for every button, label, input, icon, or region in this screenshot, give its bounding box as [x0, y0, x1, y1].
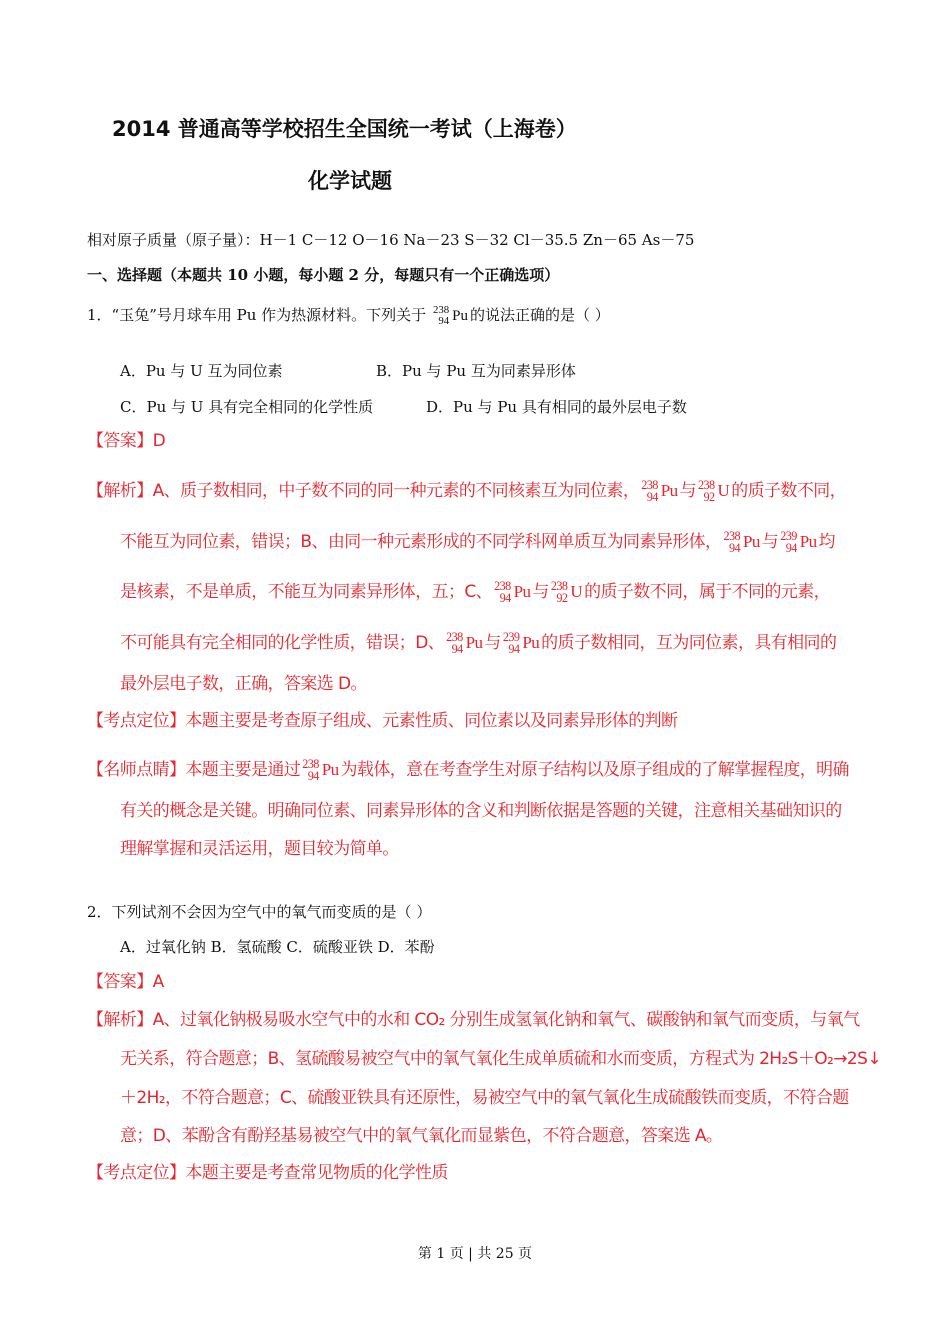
atomic-number: 94 [728, 541, 741, 556]
analysis-2-line [120, 1090, 849, 1107]
text-segment: A．过氧化钠 B．氢硫酸 C．硫酸亚铁 D．苯酚 [120, 938, 435, 956]
text-segment: 1．“玉兔”号月球车用 Pu 作为热源材料。下列关于 [87, 305, 431, 324]
mass-number: 238 [641, 478, 658, 492]
text-segment: 为载体，意在考查学生对原子结构以及原子组成的了解掌握程度，明确 [340, 760, 849, 781]
nuclide-notation [551, 580, 568, 604]
atomic-number: 94 [307, 769, 319, 784]
teacher-comment-1 [87, 758, 849, 782]
teacher-comment-1-line [120, 841, 399, 858]
text-segment: 与 [761, 532, 779, 553]
atomic-number: 94 [451, 642, 463, 657]
text-segment: 化学试题 [308, 169, 392, 193]
text-segment: 与 [532, 582, 549, 603]
question-2 [87, 905, 431, 920]
text-segment: 【考点定位】本题主要是考查原子组成、元素性质、同位素以及同素异形体的判断 [87, 711, 678, 731]
text-segment: 【答案】A [87, 972, 164, 992]
text-segment: 有关的概念是关键。明确同位素、同素异形体的含义和判断依据是答题的关键，注意相关基础知识的 [120, 801, 842, 821]
nuclide-notation [446, 631, 463, 655]
text-segment: C．Pu 与 U 具有完全相同的化学性质 [120, 398, 374, 416]
option-d [426, 400, 687, 415]
mass-number: 238 [494, 579, 511, 593]
element-symbol: Pu [321, 760, 339, 780]
element-symbol: Pu [452, 307, 468, 324]
text-segment: 无关系，符合题意；B、氢硫酸易被空气中的氧气氧化生成单质硫和水而变质，方程式为 2H₂S＋O₂→2S↓ [120, 1049, 881, 1069]
text-segment: 理解掌握和灵活运用，题目较为简单。 [120, 839, 399, 859]
text-segment: 均 [818, 532, 835, 553]
atomic-mass-note [87, 233, 694, 248]
element-symbol: Pu [799, 532, 817, 552]
text-segment: 不能互为同位素，错误；B、由同一种元素形成的不同学科网单质互为同素异形体， [120, 532, 722, 553]
nuclide-notation [302, 758, 319, 782]
element-symbol: Pu [660, 481, 678, 501]
nuclide-notation [780, 530, 797, 554]
analysis-1-line [120, 676, 367, 693]
text-segment: 与 [679, 481, 696, 502]
element-symbol: Pu [743, 532, 760, 552]
text-segment: 2014 普通高等学校招生全国统一考试（上海卷） [112, 117, 577, 141]
answer-1 [87, 433, 165, 450]
nuclide-notation [503, 631, 520, 655]
element-symbol: U [570, 582, 583, 602]
text-segment: 【解析】A、质子数相同，中子数不同的同一种元素的不同核素互为同位素， [87, 481, 640, 502]
key-point-1 [87, 713, 677, 730]
analysis-2-line [120, 1051, 881, 1068]
text-segment: 是核素，不是单质，不能互为同素异形体，五；C、 [120, 582, 493, 603]
atomic-number: 94 [508, 642, 520, 657]
section-heading [87, 268, 559, 283]
analysis-1-line [120, 580, 830, 604]
element-symbol: Pu [522, 633, 540, 653]
question-2-options [120, 940, 435, 955]
analysis-2-line [120, 1128, 722, 1145]
key-point-2 [87, 1165, 448, 1182]
atomic-number: 92 [556, 591, 568, 606]
text-segment: 2．下列试剂不会因为空气中的氧气而变质的是（ ） [87, 903, 432, 921]
text-segment: 的说法正确的是（ ） [470, 305, 610, 324]
analysis-2-line [87, 1012, 860, 1029]
text-segment: 不可能具有完全相同的化学性质，错误；D、 [120, 633, 445, 654]
nuclide-notation [641, 479, 658, 503]
document-title [112, 119, 577, 140]
mass-number: 239 [502, 630, 520, 644]
atomic-number: 94 [499, 591, 511, 606]
text-segment: 一、选择题（本题共 10 小题，每小题 2 分，每题只有一个正确选项） [87, 266, 560, 284]
teacher-comment-1-line [120, 803, 842, 820]
option-c [120, 400, 373, 415]
nuclide-notation [698, 479, 715, 503]
analysis-1-line [87, 479, 846, 503]
text-segment: 【答案】D [87, 431, 166, 451]
text-segment: D．Pu 与 Pu 具有相同的最外层电子数 [426, 398, 687, 416]
atomic-number: 92 [703, 490, 715, 505]
option-a [120, 364, 283, 379]
mass-number: 238 [446, 630, 463, 644]
text-segment: 相对原子质量（原子量）：H－1 C－12 O－16 Na－23 S－32 Cl－35.5 Zn－65 As－75 [87, 231, 695, 249]
option-b [376, 364, 576, 379]
mass-number: 238 [550, 579, 568, 593]
element-symbol: U [717, 481, 730, 501]
text-segment: 最外层电子数，正确，答案选 D。 [120, 674, 367, 694]
text-segment: A．Pu 与 U 互为同位素 [120, 362, 283, 380]
nuclide-notation [723, 530, 740, 554]
mass-number: 238 [432, 304, 450, 316]
element-symbol: Pu [465, 633, 483, 653]
mass-number: 238 [302, 757, 319, 771]
mass-number: 238 [723, 529, 741, 543]
text-segment: 【考点定位】本题主要是考查常见物质的化学性质 [87, 1163, 448, 1183]
text-segment: 的质子数不同，属于不同的元素， [584, 582, 831, 603]
text-segment: 的质子数相同，互为同位素，具有相同的 [541, 633, 837, 654]
answer-2 [87, 974, 164, 991]
analysis-1-line [120, 631, 836, 655]
atomic-number: 94 [646, 490, 658, 505]
mass-number: 239 [780, 529, 797, 543]
text-segment: 的质子数不同， [731, 481, 847, 502]
nuclide-notation [433, 305, 449, 327]
atomic-number: 94 [785, 541, 797, 556]
atomic-number: 94 [438, 314, 450, 327]
mass-number: 238 [697, 478, 715, 492]
text-segment: 第 1 页 | 共 25 页 [417, 1246, 533, 1262]
text-segment: B．Pu 与 Pu 互为同素异形体 [376, 362, 576, 380]
text-segment: 意；D、苯酚含有酚羟基易被空气中的氧气氧化而显紫色，不符合题意，答案选 A。 [120, 1126, 723, 1146]
nuclide-notation [494, 580, 511, 604]
element-symbol: Pu [513, 582, 531, 602]
text-segment: 【名师点睛】本题主要是通过 [87, 760, 301, 781]
text-segment: ＋2H₂，不符合题意；C、硫酸亚铁具有还原性，易被空气中的氧气氧化生成硫酸铁而变质，不符合题 [120, 1088, 849, 1108]
analysis-1-line [120, 530, 835, 554]
text-segment: 与 [484, 633, 501, 654]
text-segment: 【解析】A、过氧化钠极易吸水空气中的水和 CO₂ 分别生成氢氧化钠和氧气、碳酸钠和氧气而变质，与氧气 [87, 1010, 860, 1030]
document-subtitle [308, 171, 392, 192]
page-footer [0, 1247, 950, 1261]
question-1 [87, 305, 610, 327]
